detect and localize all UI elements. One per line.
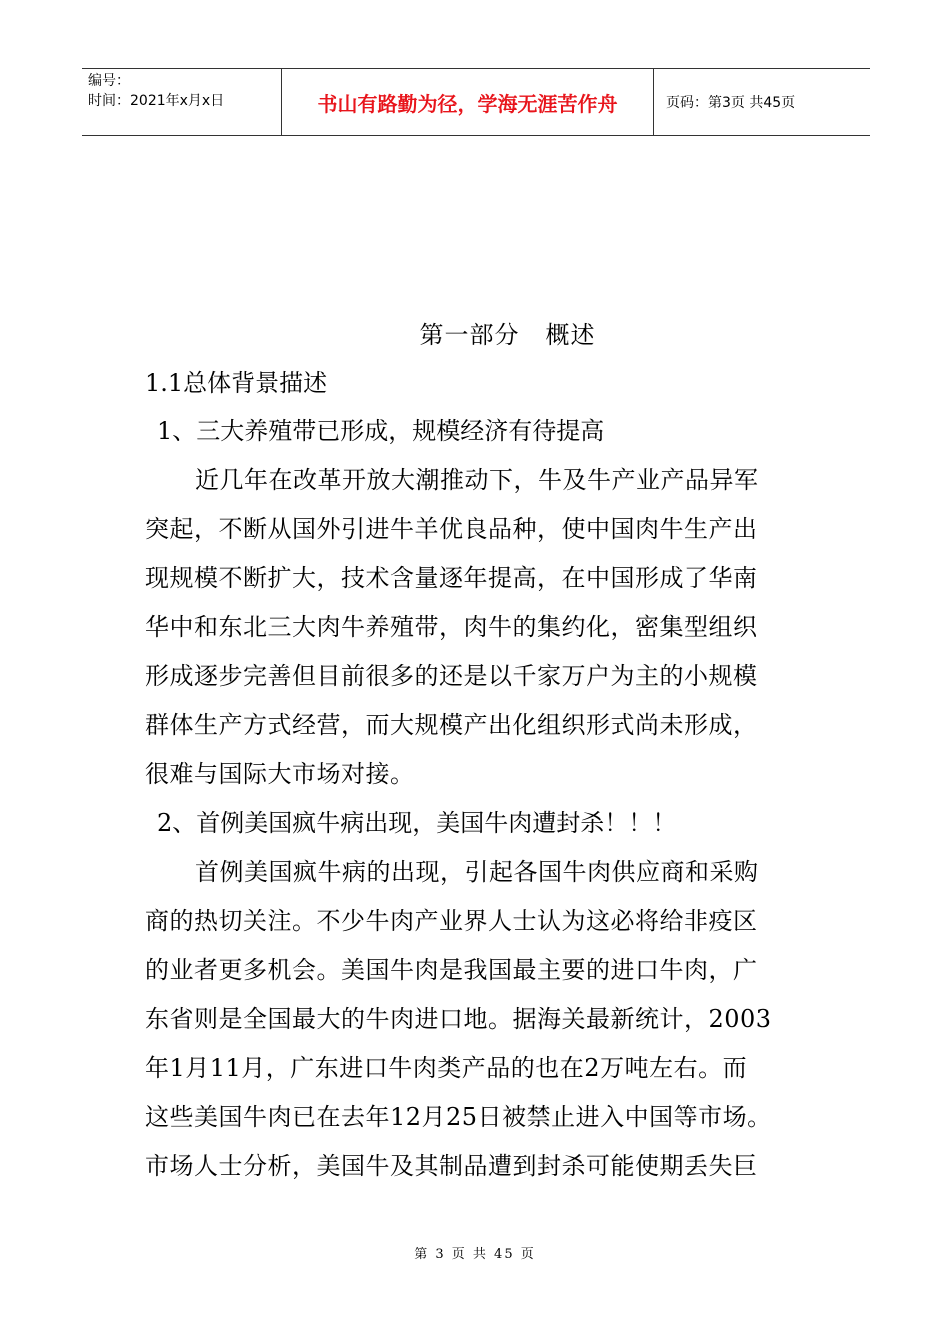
paragraph-line: 商的热切关注。不少牛肉产业界人士认为这必将给非疫区 [145, 907, 758, 935]
document-code-label: 编号： [88, 73, 130, 89]
document-date-label: 时间：2021年x月x日 [88, 93, 225, 109]
document-body [145, 311, 810, 1191]
header-meta [82, 69, 282, 135]
subheading-2: 2、首例美国疯牛病出现，美国牛肉遭封杀！！！ [157, 809, 677, 837]
section-heading: 1.1总体背景描述 [145, 369, 328, 397]
paragraph-line: 东省则是全国最大的牛肉进口地。据海关最新统计，2003 [145, 1005, 772, 1033]
paragraph-line: 形成逐步完善但目前很多的还是以千家万户为主的小规模 [145, 662, 758, 690]
paragraph-line: 突起，不断从国外引进牛羊优良品种，使中国肉牛生产出 [145, 515, 758, 543]
part-title [145, 311, 810, 359]
paragraph-line: 的业者更多机会。美国牛肉是我国最主要的进口牛肉，广 [145, 956, 758, 984]
paragraph-line: 首例美国疯牛病的出现，引起各国牛肉供应商和采购 [195, 858, 759, 886]
paragraph-line: 现规模不断扩大，技术含量逐年提高，在中国形成了华南 [145, 564, 758, 592]
paragraph-1 [145, 456, 810, 799]
header-motto: 书山有路勤为径，学海无涯苦作舟 [282, 69, 654, 135]
header-page-info: 页码：第3页 共45页 [666, 95, 796, 111]
paragraph-line: 市场人士分析，美国牛及其制品遭到封杀可能使期丢失巨 [145, 1152, 758, 1180]
paragraph-2 [145, 848, 810, 1191]
part-title-subtitle: 概述 [545, 321, 596, 349]
paragraph-line: 华中和东北三大肉牛养殖带，肉牛的集约化，密集型组织 [145, 613, 758, 641]
paragraph-line: 这些美国牛肉已在去年12月25日被禁止进入中国等市场。 [145, 1103, 772, 1131]
paragraph-line: 近几年在改革开放大潮推动下，牛及牛产业产品异军 [195, 466, 759, 494]
paragraph-line: 很难与国际大市场对接。 [145, 760, 415, 788]
subheading-1: 1、三大养殖带已形成，规模经济有待提高 [157, 417, 605, 445]
paragraph-line: 群体生产方式经营，而大规模产出化组织形式尚未形成， [145, 711, 758, 739]
page-footer: 第 3 页 共 45 页 [414, 1247, 536, 1262]
part-title-number: 第一部分 [419, 321, 520, 349]
paragraph-line: 年1月11月，广东进口牛肉类产品的也在2万吨左右。而 [145, 1054, 748, 1082]
page-header [82, 68, 870, 136]
